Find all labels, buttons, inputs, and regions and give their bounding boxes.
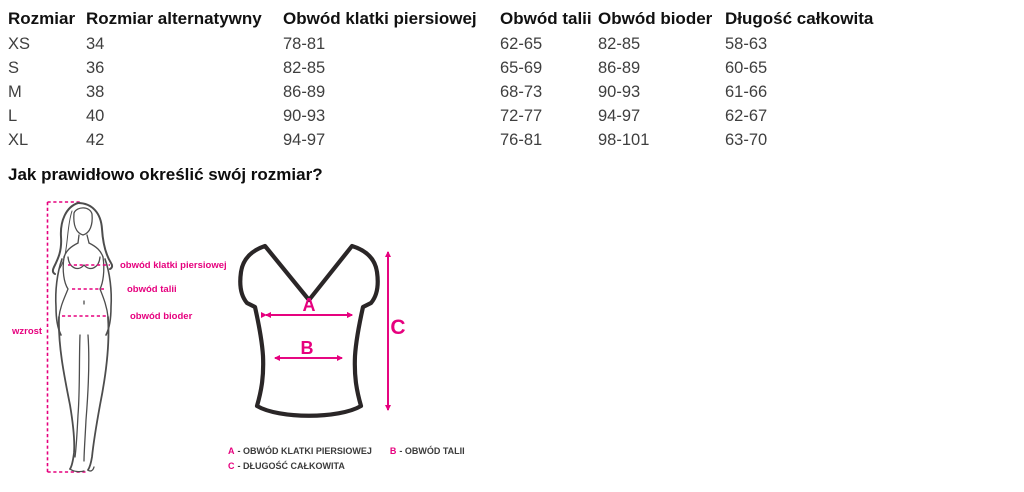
legend-letter-b: B: [389, 446, 397, 456]
cell-alt-size: 36: [86, 58, 105, 77]
cell-bust: 90-93: [283, 106, 326, 125]
legend-letter-c: C: [228, 461, 235, 471]
legend-item-c: [228, 459, 345, 474]
measure-legend: [228, 444, 488, 474]
legend-line-2: [228, 459, 488, 474]
waist-label: obwód talii: [127, 284, 177, 295]
table-row: [8, 32, 905, 56]
hips-label: obwód bioder: [130, 311, 193, 322]
marker-b-label: B: [300, 338, 314, 358]
cell-hips: 90-93: [598, 82, 641, 101]
cell-bust: 94-97: [283, 130, 326, 149]
cell-hips: 86-89: [598, 58, 641, 77]
marker-c-label: C: [390, 316, 406, 339]
cell-bust: 82-85: [283, 58, 326, 77]
legend-item-a: [228, 444, 372, 459]
col-header-rozmiar-alternatywny: Rozmiar alternatywny: [86, 8, 262, 28]
cell-length: 62-67: [725, 106, 768, 125]
col-header-obwod-bioder: Obwód bioder: [598, 8, 713, 28]
cell-size: L: [8, 106, 18, 125]
cell-length: 63-70: [725, 130, 768, 149]
cell-size: XL: [8, 130, 29, 149]
legend-text-b: - OBWÓD TALII: [399, 446, 465, 456]
table-row: [8, 56, 905, 80]
cell-size: M: [8, 82, 22, 101]
cell-bust: 86-89: [283, 82, 326, 101]
table-row: [8, 104, 905, 128]
table-row: [8, 80, 905, 104]
cell-bust: 78-81: [283, 34, 326, 53]
col-header-dlugosc: Długość całkowita: [725, 8, 874, 28]
legend-item-b: [390, 444, 465, 459]
cell-hips: 94-97: [598, 106, 641, 125]
cell-waist: 68-73: [500, 82, 543, 101]
cell-waist: 65-69: [500, 58, 543, 77]
cell-waist: 62-65: [500, 34, 543, 53]
cell-alt-size: 38: [86, 82, 105, 101]
legend-letter-a: A: [228, 446, 235, 456]
col-header-obwod-klatki: Obwód klatki piersiowej: [283, 8, 477, 28]
shirt-outline: [240, 246, 378, 416]
shirt-measure-letters: [301, 295, 406, 358]
cell-alt-size: 34: [86, 34, 105, 53]
col-header-obwod-talii: Obwód talii: [500, 8, 592, 28]
cell-length: 58-63: [725, 34, 768, 53]
table-row: [8, 128, 905, 152]
cell-hips: 98-101: [598, 130, 650, 149]
table-header-row: [8, 5, 905, 32]
cell-waist: 72-77: [500, 106, 543, 125]
body-measure-lines: [62, 265, 110, 316]
woman-figure-sketch: [53, 203, 112, 472]
marker-a-label: A: [302, 295, 316, 315]
bust-label: obwód klatki piersiowej: [120, 260, 227, 271]
shirt-measure-diagram: [225, 230, 415, 425]
col-header-rozmiar: Rozmiar: [8, 8, 76, 28]
legend-text-c: - DŁUGOŚĆ CAŁKOWITA: [237, 461, 345, 471]
cell-alt-size: 40: [86, 106, 105, 125]
cell-size: XS: [8, 34, 31, 53]
cell-length: 60-65: [725, 58, 768, 77]
cell-length: 61-66: [725, 82, 768, 101]
cell-hips: 82-85: [598, 34, 641, 53]
section-heading: Jak prawidłowo określić swój rozmiar?: [8, 165, 323, 184]
legend-text-a: - OBWÓD KLATKI PIERSIOWEJ: [237, 446, 372, 456]
height-label: wzrost: [12, 326, 43, 337]
cell-waist: 76-81: [500, 130, 543, 149]
female-figure-diagram: [0, 195, 220, 492]
size-table: [8, 5, 905, 152]
cell-alt-size: 42: [86, 130, 105, 149]
cell-size: S: [8, 58, 20, 77]
legend-line-1: [228, 444, 488, 459]
